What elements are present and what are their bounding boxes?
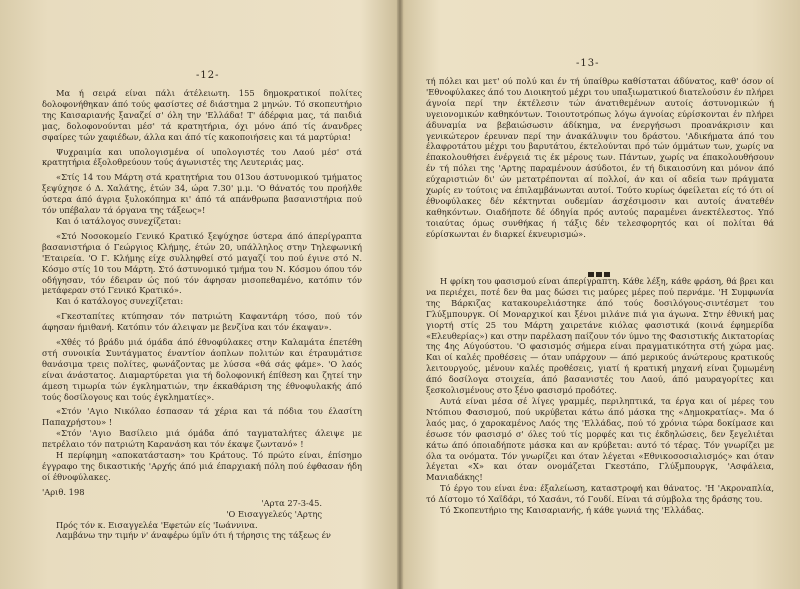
paragraph: Ψυχραιμία και υπολογισμένα οί υπολογιστές του Λαού μέσ' στά κρατητήρια έξολοθρεύουν τούς άγωνιστές της Λευτεριάς μας. [42, 146, 362, 168]
right-text-top [426, 76, 774, 240]
right-page [404, 0, 800, 589]
left-text-block [42, 88, 362, 541]
paragraph: τή πόλει και μετ' ού πολύ και έν τή ύπαίθρω καθίσταται άδύνατος, καθ' όσον οί 'Εθνοφύλακες άπό του Διοικητού μέχρι του υπαξιωματικού διατελούσιν έν πλήρει άγνοία περί την έκτέλεσιν τών άνατιθεμένων αυτοίς άστυνομικών ή υγειονομικών καθηκόντων. Τοιουτοτρόπως λόγω άγνοίας εύρίσκονται έν πλήρει άδυναμία να βεβαιώσωσιν άδίκημα, να ένεργήσωσι προανάκρισιν και γενικώτερον έρευναν περί την άνακάλυψιν του δράστου. 'Αδικήματα άπό του έλαφροτάτου μέχρι του βαρυτάτου, έκτελούνται πρό τών όμμάτων των, χωρίς να έπακολουθήσει ένέργειά τις έκ μέρους των. Πάντων, χωρίς να έπακολουθήσουν έν τή πόλει της 'Αρτης παραμένουν άσύδοτοι, έν τή δικαιοσύνη και μόνον άπό εύχαριστιών δι' ών μετατρέπονται αί πολλοί, άν και οί αδεία των πράγματα χωρίς εν τούτοις να έπιλαμβάνωνται αυτοί. Τούτο κυρίως όφείλεται είς τό ότι οί έθνοφύλακες δέν κέκτηνται ουδεμίαν άσχέσιμοσιν και αυτοίς άνατεθέν καθηκόντων. Οιαδήποτε δέ όδηγία πρός αυτούς παραμένει άνεκτέλεστος. Υπό τοιαύτας όμως συνθήκας ή τάξις δέν τελεσφορητός και οί πολίται θά εύρίσκωνται έν διαρκεί έκνευρισμώ». [426, 76, 774, 239]
paragraph: Η περίφημη «αποκατάσταση» του Κράτους. Τό πρώτο είναι, έπίσημο έγγραφο της δικαστικής 'Αρχής άπό μιά έπαρχιακή πόλη πού έφθασαν ήδη οί έθνοφύλακες. [42, 450, 362, 482]
closing-line: Πρός τόν κ. Εισαγγελέα 'Εφετών είς 'Ιωάννινα. [56, 519, 258, 530]
paragraph: Τό έργο του είναι ένα: έξαλείωση, καταστροφή και θάνατος. 'Η 'Ακροναπλία, τό Δίστομο τό Χαϊδάρι, τό Χασάνι, τό Γουδί. Είναι τά σύμβολα της δράσης του. [426, 483, 774, 505]
paragraph: «Στόν 'Αγιο Νικόλαο έσπασαν τά χέρια και τά πόδια του έλασίτη Παπαχρήστου» ! [42, 406, 362, 428]
closing-line: Λαμβάνω την τιμήν ν' άναφέρω ύμϊν ότι ή τήρησις της τάξεως έν [56, 530, 331, 541]
section-separator [588, 262, 618, 268]
paragraph: Αυτά είναι μέσα σέ λίγες γραμμές, περιληπτικά, τα έργα και οί μέρες του Ντόπιου Φασισμού, πού υκρύβεται κάτω άπό μάσκα της «Δημοκρατίας». Μα ό λαός μας, ό χαροκαμένος Λαός της 'Ελλάδας, πού τό χρόνια τώρα δοκίμασε και έσωσε τόν φασισμό σ' όλες τού τίς μορφές και τις έκδηλώσεις, δεν ξεγελιέται κάτω άπό όποιαδήποτε μάσκα και αν κρύβεται: αυτό τό τέρας. Τόν γνωρίζει με όλα τα ονόματα. Τόν γνωρίζει και όταν λέγεται «Εθνικοσοσιαλισμός» και όταν λέγεται «Χ» και όταν ονομάζεται Γκεστάπο, Γλύξμπουργκ, 'Ασφάλεια, Μανιαδάκης! [426, 395, 774, 483]
paragraph: Η φρίκη του φασισμού είναι άπερίγραπτη. Κάθε λέξη, κάθε φράση, θά βρει και να περιέχει, ποτέ δεν θα μας δώσει τις μαύρες μέρες πού περνάμε. 'Η Συμφωνία της Βάρκιζας κατακουρελιάστηκε άπό τούς δοσιλόγους-σιντέσμετ του Γλύξμπουργκ. Οί Μοναρχικοί και ξένοι μιλάνε πιά για άγωνα. Στην έθνική μας γιορτή στίς 25 του Μάρτη χαιρετάνε κιόλας φασιστικά (κοινά έφημερίδα «Ελευθερίας») και στην παρέλαση παίζουν τόν ύμνο της Φασιστικής Δικτατορίας της 4ης Αύγούστου. 'Ο φασισμός σήμερα είναι πραγματικότητα στή χώρα μας. Και οί καλές προθέσεις — όταν υπάρχουν — άπό μερικούς άνώτερους κρατικούς λειτουργούς, μένουν καλές προθέσεις, γιατί ή κρατική μηχανή είναι ζυμωμένη άπό δοσίλογα στοιχεία, άπό βασανιστές του Λαού, άπό μαυραγορίτες και ξεσκολισμένους στο ξένο φασισμό προδότες. [426, 276, 774, 396]
paragraph: Και ό ιατάλογος συνεχίζεται: [56, 215, 182, 226]
paragraph: Τό Σκοπευτήριο της Καισαριανής, ή κάθε γωνιά της 'Ελλάδας. [440, 505, 704, 516]
paragraph: «Στίς 14 του Μάρτη στά κρατητήρια του 013ου άστυνομικού τμήματος ξεψύχησε ό Δ. Χαλάτης, έτών 34, ώρα 7.30' μ.μ. 'Ο θάνατός του προήλθε ύστερα άπό άγρια ξυλοκόπημα κι' άπό τά απάνθρωπα βασανιστήρια πού τόν υπέβαλαν τά όργανα της τάξεως»! [42, 172, 362, 216]
document-date: 'Αρτα 27-3-45. [261, 497, 322, 508]
paragraph: «Γκεσταπίτες κτύπησαν τόν πατριώτη Καφαντάρη τόσο, πού τόν άφησαν ήμιθανή. Κατόπιν τόν άλειψαν με βενζίνα και τόν έκαψαν». [42, 311, 362, 333]
paragraph: «Χθές τό βράδυ μιά όμάδα άπό έθνοφύλακες στην Καλαμάτα έπετέθη στή συνοικία Συντάγματος έναντίον άοπλων πολιτών και έτραυμάτισε θανάσιμα τρεις πολίτες, φωνάζοντας με λύσσα «θά σάς φάμε». 'Ο λαός είναι άνάστατος. Διαμαρτύρεται για τή δολοφονική έπίθεση και ζητεί την άμεση τιμωρία τών έγκληματιών, την έκκαθάριση της έθνοφυλακής άπό τούς δοσίλογους και τούς έγκληματίες». [42, 337, 362, 402]
signatory: 'Ο Εισαγγελεύς 'Αρτης [226, 508, 322, 519]
page-number: -13- [576, 58, 600, 69]
paragraph: «Στόν 'Αγιο Βασίλειο μιά όμάδα άπό ταγματαλήτες άλειψε με πετρέλαιο τόν πατριώτη Καρανάση και τόν έκαψε ζωντανό» ! [42, 428, 362, 450]
document-number: 'Αριθ. 198 [42, 486, 85, 497]
right-text-bottom [426, 276, 774, 516]
paragraph: «Στό Νοσοκομείο Γενικό Κρατικό ξεψύχησε ύστερα άπό άπερίγραπτα βασανιστήρια ό Γεώργιος Κλήμης, έτών 20, υπάλληλος στην Τηλεφωνική 'Εταιρεία. 'Ο Γ. Κλήμης είχε συλληφθεί στό μαγαζί του πού έγινε στό Ν. Κόσμο στίς 10 του Μάρτη. Στό άστυνομικό τμήμα του Ν. Κόσμου όπου τόν οδήγησαν, τόν έδειραν ώς πού τόν άφησαν μισοπεθαμένο, κατόπιν τόν μετάφεραν στό Γενικό Κρατικό». [42, 230, 362, 296]
paragraph: Μα ή σειρά είναι πάλι άτέλειωτη. 155 δημοκρατικοί πολίτες δολοφονήθηκαν άπό τούς φασίστες σέ διάστημα 2 μηνών. Τό σκοπευτήριο της Καισαριανής ξαναζεί σ' όλη την 'Ελλάδα! Τ' άδέρφια μας, τά παιδιά μας, δολοφονούνται μέσ' τά κρατητήρια, όχι μόνο άπό τίς άνανδρες σφαίρες τών χαφιέδων, άλλα και άπό τίς κακοποιήσεις και τά μαρτύρια! [42, 88, 362, 142]
paragraph: Και ό κατάλογος συνεχίζεται: [56, 296, 184, 307]
page-number: -12- [196, 70, 220, 81]
